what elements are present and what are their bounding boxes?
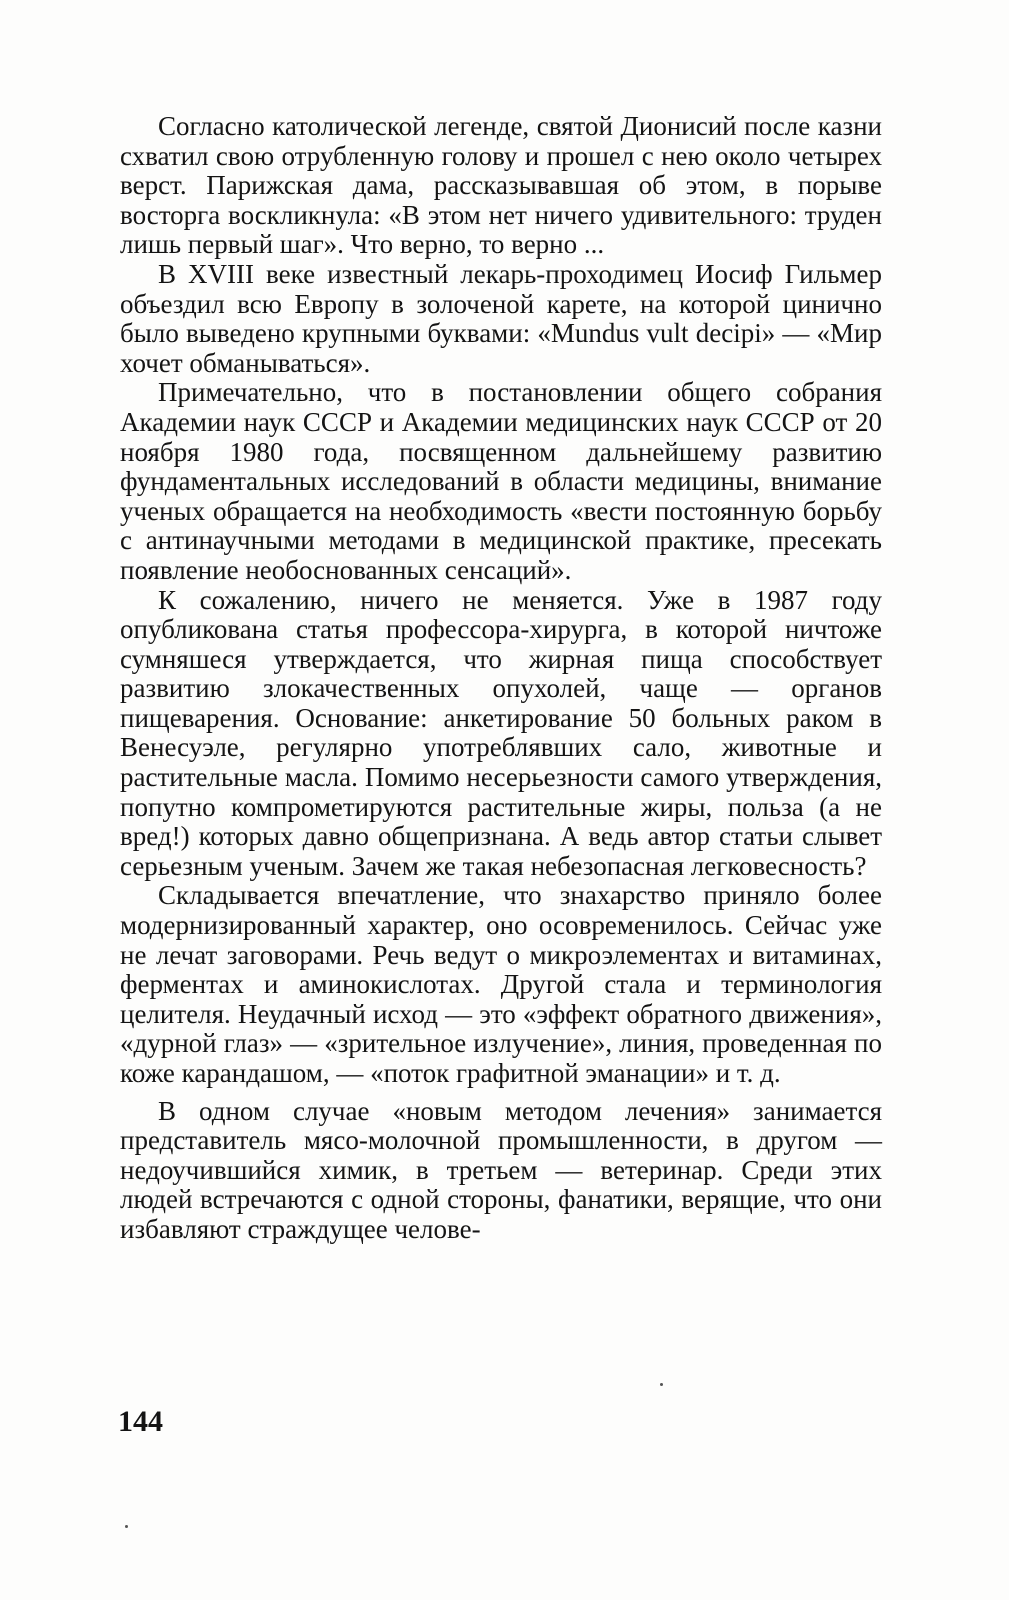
page-number: 144 (118, 1405, 163, 1438)
print-speck (660, 1383, 663, 1386)
print-speck (125, 1525, 128, 1528)
paragraph-5: Складывается впечатление, что знахарство приняло более модернизированный характер, оно осовременилось. Сейчас уже не лечат заговорами. Речь ведут о микроэлементах и витаминах, ферментах и аминокислотах. Другой стала и терминология целителя. Неудачный исход — это «эффект обратного движения», «дурной глаз» — «зрительное излучение», линия, проведенная по коже карандашом, — «поток графитной эманации» и т. д. (120, 880, 882, 1088)
paragraph-4: К сожалению, ничего не меняется. Уже в 1987 году опубликована статья профессора-хирурга, в которой ничтоже сумняшеся утверждается, что жирная пища способствует развитию злокачественных опухолей, чаще — органов пищеварения. Основание: анкетирование 50 больных раком в Венесуэле, регулярно употреблявших сало, животные и растительные масла. Помимо несерьезности самого утверждения, попутно компрометируются растительные жиры, польза (а не вред!) которых давно общепризнана. А ведь автор статьи слывет серьезным ученым. Зачем же такая небезопасная легковесность? (120, 584, 882, 881)
paragraph-1: Согласно католической легенде, святой Дионисий после казни схватил свою отрубленную голову и прошел с нею около четырех верст. Парижская дама, рассказывавшая об этом, в порыве восторга воскликнула: «В этом нет ничего удивительного: труден лишь первый шаг». Что верно, то верно ... (120, 111, 882, 260)
paragraph-2: В XVIII веке известный лекарь-проходимец Иосиф Гильмер объездил всю Европу в золоченой карете, на которой цинично было выведено крупными буквами: «Mundus vult decipi» — «Мир хочет обманываться». (120, 258, 882, 378)
paragraph-3: Примечательно, что в постановлении общего собрания Академии наук СССР и Академии медицинских наук СССР от 20 ноября 1980 года, посвященном дальнейшему развитию фундаментальных исследований в области медицины, внимание ученых обращается на необходимость «вести постоянную борьбу с антинаучными методами в медицинской практике, пресекать появление необоснованных сенсаций». (120, 377, 882, 585)
body-text (120, 112, 882, 1245)
paragraph-6: В одном случае «новым методом лечения» занимается представитель мясо-молочной промышленности, в другом — недоучившийся химик, в третьем — ветеринар. Среди этих людей встречаются с одной стороны, фанатики, верящие, что они избавляют страждущее челове- (120, 1095, 882, 1244)
